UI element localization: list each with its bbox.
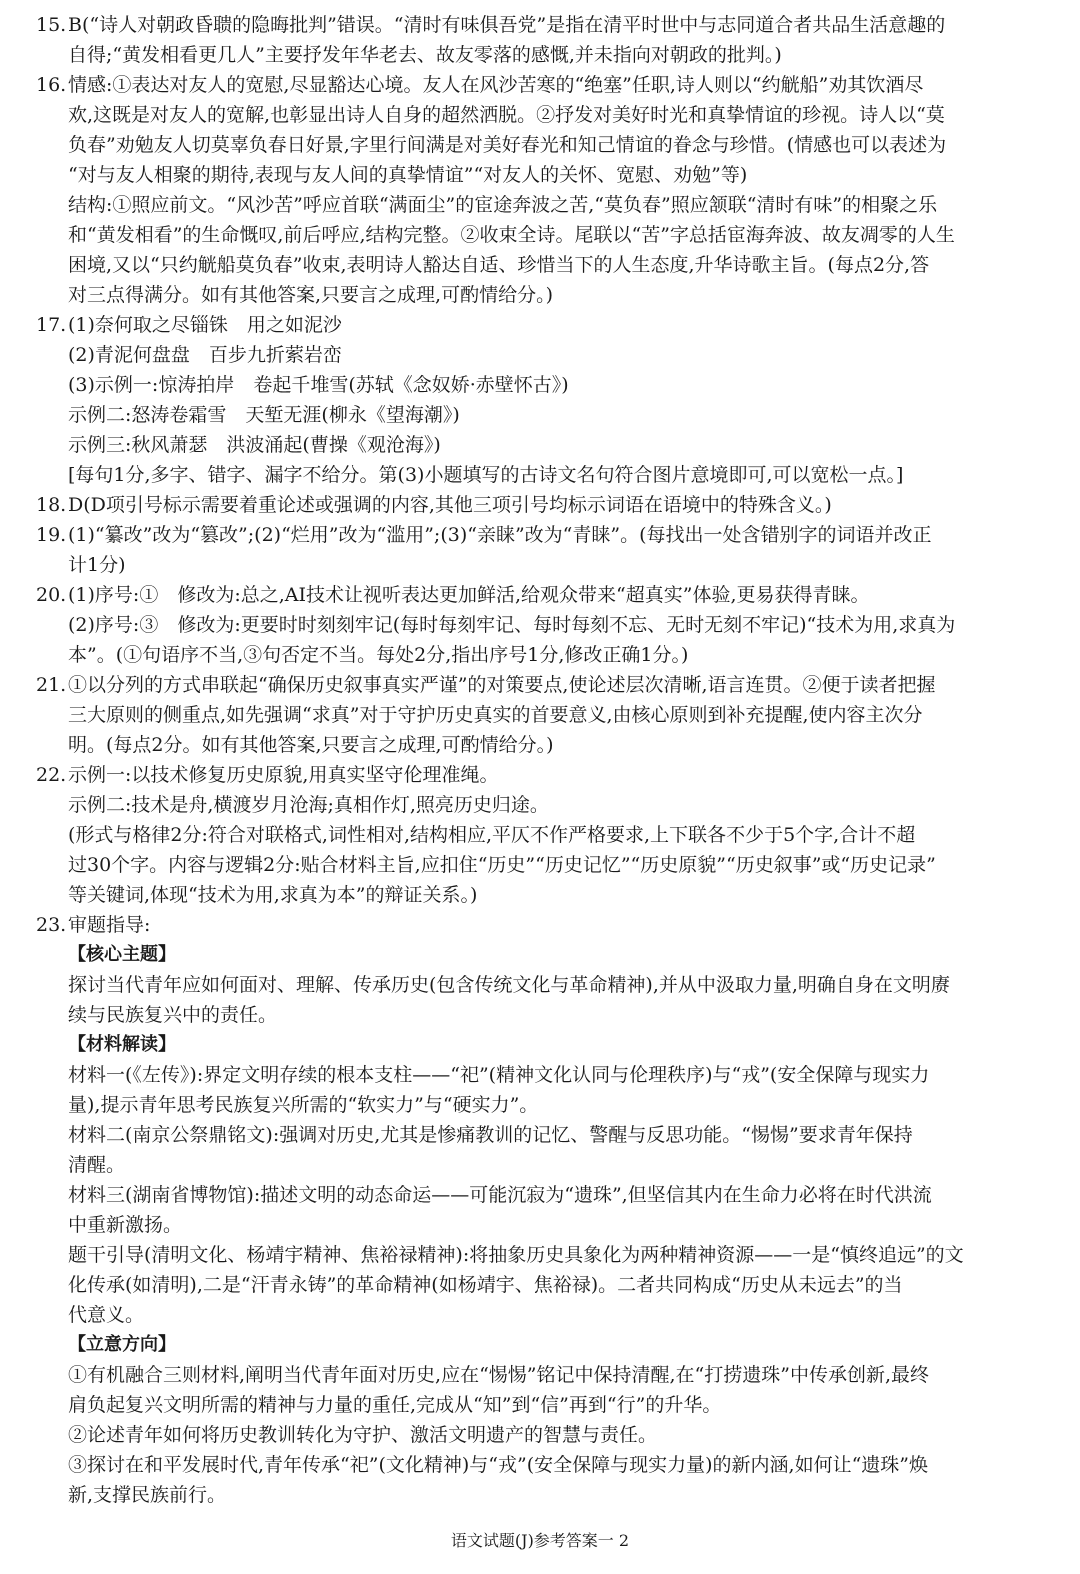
text-line: (1)“纂改”改为“篡改”;(2)“烂用”改为“滥用”;(3)“亲睐”改为“青睐”。(每找出一处含错别字的词语并改正 xyxy=(68,524,932,546)
text-line: 清醒。 xyxy=(68,1154,126,1176)
item-text xyxy=(68,310,1042,490)
text-line: ③探讨在和平发展时代,青年传承“祀”(文化精神)与“戎”(安全保障与现实力量)的新内涵,如何让“遗珠”焕 xyxy=(68,1454,929,1476)
item-text xyxy=(68,70,1042,310)
text-line: 本”。(①句语序不当,③句否定不当。每处2分,指出序号1分,修改正确1分。) xyxy=(68,644,689,666)
answer-item-17 xyxy=(36,310,1042,490)
answer-item-23 xyxy=(36,910,1042,1510)
text-line: 化传承(如清明),二是“汗青永铸”的革命精神(如杨靖宇、焦裕禄)。二者共同构成“历史从未远去”的当 xyxy=(68,1274,903,1296)
text-line: 三大原则的侧重点,如先强调“求真”对于守护历史真实的首要意义,由核心原则到补充提醒,使内容主次分 xyxy=(68,704,923,726)
answer-item-19 xyxy=(36,520,1042,580)
text-line: D(D项引号标示需要着重论述或强调的内容,其他三项引号均标示词语在语境中的特殊含义。) xyxy=(68,494,832,516)
text-line: 材料二(南京公祭鼎铭文):强调对历史,尤其是惨痛教训的记忆、警醒与反思功能。“惕惕”要求青年保持 xyxy=(68,1124,913,1146)
item-text xyxy=(68,580,1042,670)
item-number: 21. xyxy=(36,674,67,696)
text-line: “对与友人相聚的期待,表现与友人间的真挚情谊”“对友人的关怀、宽慰、劝勉”等) xyxy=(68,164,748,186)
text-line: 示例一:以技术修复历史原貌,用真实坚守伦理准绳。 xyxy=(68,764,499,786)
section-heading-material: 【材料解读】 xyxy=(68,1034,176,1055)
item-number: 18. xyxy=(36,494,67,516)
text-line: B(“诗人对朝政昏聩的隐晦批判”错误。“清时有味俱吾党”是指在清平时世中与志同道合者共品生活意趣的 xyxy=(68,14,946,36)
item-number: 22. xyxy=(36,764,67,786)
item-text xyxy=(68,10,1042,70)
item-text xyxy=(68,910,1042,1510)
text-line: ①以分列的方式串联起“确保历史叙事真实严谨”的对策要点,使论述层次清晰,语言连贯。②便于读者把握 xyxy=(68,674,936,696)
section-heading-direction: 【立意方向】 xyxy=(68,1334,176,1355)
text-line: 结构:①照应前文。“风沙苦”呼应首联“满面尘”的宦途奔波之苦,“莫负春”照应颔联“清时有味”的相聚之乐 xyxy=(68,194,938,216)
text-line: 示例二:怒涛卷霜雪 天堑无涯(柳永《望海潮》) xyxy=(68,404,460,426)
text-line: 计1分) xyxy=(68,554,126,576)
text-line: (1)序号:① 修改为:总之,AI技术让视听表达更加鲜活,给观众带来“超真实”体验,更易获得青睐。 xyxy=(68,584,870,606)
text-line: (2)青泥何盘盘 百步九折萦岩峦 xyxy=(68,344,342,366)
text-line: 欢,这既是对友人的宽解,也彰显出诗人自身的超然洒脱。②抒发对美好时光和真挚情谊的珍视。诗人以“莫 xyxy=(68,104,945,126)
text-line: 情感:①表达对友人的宽慰,尽显豁达心境。友人在风沙苦寒的“绝塞”任职,诗人则以“约觥船”劝其饮酒尽 xyxy=(68,74,924,96)
answer-item-15 xyxy=(36,10,1042,70)
item-number: 19. xyxy=(36,524,67,546)
text-line: ①有机融合三则材料,阐明当代青年面对历史,应在“惕惕”铭记中保持清醒,在“打捞遗珠”中传承创新,最终 xyxy=(68,1364,930,1386)
item-text xyxy=(68,760,1042,910)
answer-item-16 xyxy=(36,70,1042,310)
text-line: [每句1分,多字、错字、漏字不给分。第(3)小题填写的古诗文名句符合图片意境即可,可以宽松一点。] xyxy=(68,464,904,486)
text-line: 和“黄发相看”的生命慨叹,前后呼应,结构完整。②收束全诗。尾联以“苦”字总括宦海奔波、故友凋零的人生 xyxy=(68,224,955,246)
text-line: 明。(每点2分。如有其他答案,只要言之成理,可酌情给分。) xyxy=(68,734,554,756)
item-text xyxy=(68,670,1042,760)
section-heading-core-theme: 【核心主题】 xyxy=(68,944,176,965)
text-line: ②论述青年如何将历史教训转化为守护、激活文明遗产的智慧与责任。 xyxy=(68,1424,658,1446)
text-line: 对三点得满分。如有其他答案,只要言之成理,可酌情给分。) xyxy=(68,284,553,306)
item-number: 15. xyxy=(36,14,67,36)
answer-item-20 xyxy=(36,580,1042,670)
text-line: 新,支撑民族前行。 xyxy=(68,1484,227,1506)
answer-item-22 xyxy=(36,760,1042,910)
item-number: 23. xyxy=(36,914,67,936)
text-line: 示例三:秋风萧瑟 洪波涌起(曹操《观沧海》) xyxy=(68,434,441,456)
answer-item-21 xyxy=(36,670,1042,760)
text-line: (3)示例一:惊涛拍岸 卷起千堆雪(苏轼《念奴娇·赤壁怀古》) xyxy=(68,374,569,396)
text-line: 肩负起复兴文明所需的精神与力量的重任,完成从“知”到“信”再到“行”的升华。 xyxy=(68,1394,722,1416)
text-line: 困境,又以“只约觥船莫负春”收束,表明诗人豁达自适、珍惜当下的人生态度,升华诗歌主旨。(每点2分,答 xyxy=(68,254,930,276)
text-line: 中重新激扬。 xyxy=(68,1214,183,1236)
text-line: 材料三(湖南省博物馆):描述文明的动态命运——可能沉寂为“遗珠”,但坚信其内在生命力必将在时代洪流 xyxy=(68,1184,932,1206)
text-line: 代意义。 xyxy=(68,1304,145,1326)
item-number: 17. xyxy=(36,314,67,336)
text-line: 负春”劝勉友人切莫辜负春日好景,字里行间满是对美好春光和知己情谊的眷念与珍惜。(情感也可以表述为 xyxy=(68,134,947,156)
text-line: 续与民族复兴中的责任。 xyxy=(68,1004,278,1026)
text-line: 题干引导(清明文化、杨靖宇精神、焦裕禄精神):将抽象历史具象化为两种精神资源——一是“慎终追远”的文 xyxy=(68,1244,964,1266)
text-line: 等关键词,体现“技术为用,求真为本”的辩证关系。) xyxy=(68,884,478,906)
text-line: 自得;“黄发相看更几人”主要抒发年华老去、故友零落的感慨,并未指向对朝政的批判。) xyxy=(68,44,782,66)
item-text xyxy=(68,490,1042,520)
page-footer: 语文试题(J)参考答案一 2 xyxy=(450,1531,630,1550)
item-number: 16. xyxy=(36,74,67,96)
text-line: 探讨当代青年应如何面对、理解、传承历史(包含传统文化与革命精神),并从中汲取力量,明确自身在文明赓 xyxy=(68,974,950,996)
text-line: 过30个字。内容与逻辑2分:贴合材料主旨,应扣住“历史”“历史记忆”“历史原貌”“历史叙事”或“历史记录” xyxy=(68,854,936,876)
text-line: 示例二:技术是舟,横渡岁月沧海;真相作灯,照亮历史归途。 xyxy=(68,794,549,816)
answer-item-18 xyxy=(36,490,1042,520)
item-number: 20. xyxy=(36,584,67,606)
item-text xyxy=(68,520,1042,580)
text-line: (2)序号:③ 修改为:更要时时刻刻牢记(每时每刻牢记、每时每刻不忘、无时无刻不牢记)“技术为用,求真为 xyxy=(68,614,956,636)
section-intro: 审题指导: xyxy=(68,914,151,936)
text-line: (1)奈何取之尽锱铢 用之如泥沙 xyxy=(68,314,342,336)
text-line: 量),提示青年思考民族复兴所需的“软实力”与“硬实力”。 xyxy=(68,1094,539,1116)
text-line: (形式与格律2分:符合对联格式,词性相对,结构相应,平仄不作严格要求,上下联各不少于5个字,合计不超 xyxy=(68,824,916,846)
text-line: 材料一(《左传》):界定文明存续的根本支柱——“祀”(精神文化认同与伦理秩序)与“戎”(安全保障与现实力 xyxy=(68,1064,930,1086)
